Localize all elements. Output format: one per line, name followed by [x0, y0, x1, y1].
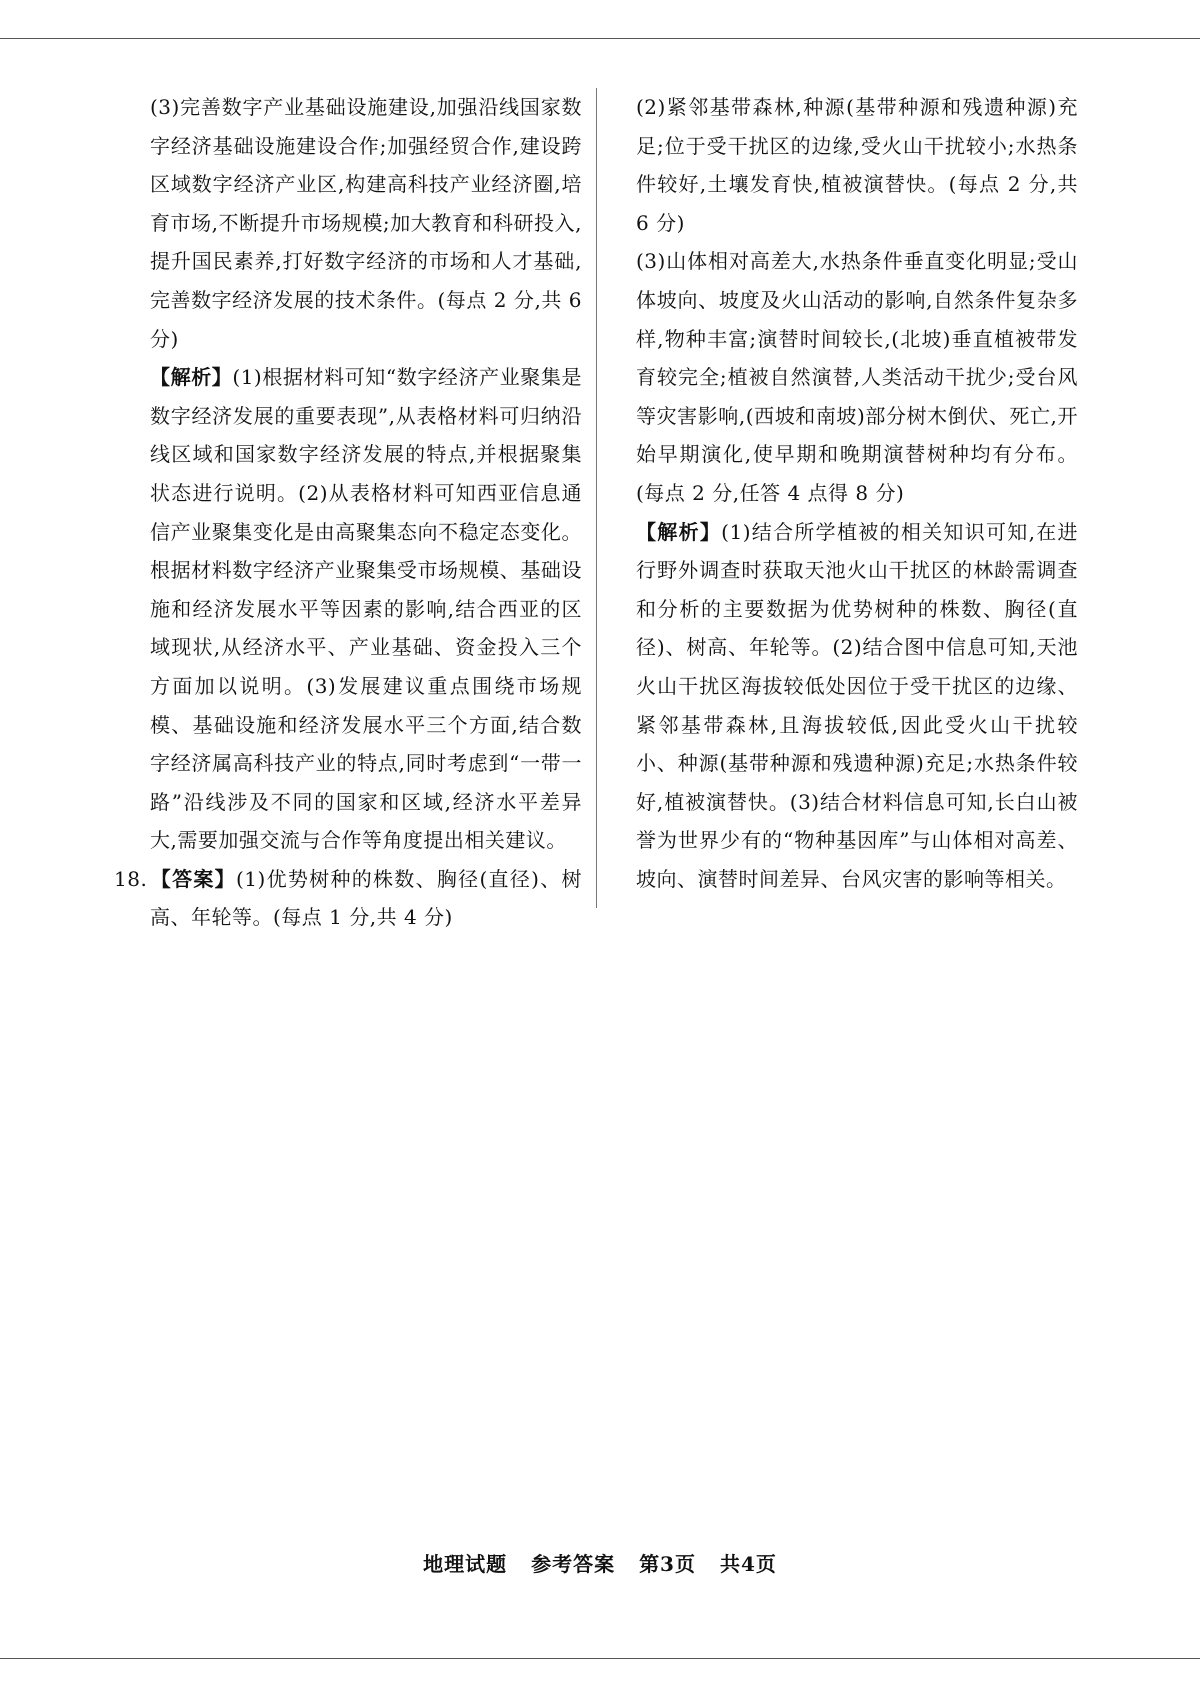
analysis-17-text: (1)根据材料可知“数字经济产业聚集是数字经济发展的重要表现”,从表格材料可归纳沿线区域和国家数字经济发展的特点,并根据聚集状态进行说明。(2)从表格材料可知西亚信息通信产业聚集变化是由高聚集态向不稳定态变化。根据材料数字经济产业聚集受市场规模、基础设施和经济发展水平等因素的影响,结合西亚的区域现状,从经济水平、产业基础、资金投入三个方面加以说明。(3)发展建议重点围绕市场规模、基础设施和经济发展水平三个方面,结合数字经济属高科技产业的特点,同时考虑到“一带一路”沿线涉及不同的国家和区域,经济水平差异大,需要加强交流与合作等角度提出相关建议。: [150, 365, 582, 853]
answer-18: [114, 860, 583, 937]
bottom-rule: [0, 1658, 1200, 1659]
footer-page: 第3页: [639, 1552, 696, 1576]
answer-18-part2: (2)紧邻基带森林,种源(基带种源和残遗种源)充足;位于受干扰区的边缘,受火山干扰较小;水热条件较好,土壤发育快,植被演替快。(每点 2 分,共 6 分): [636, 95, 1078, 235]
footer-total: 共4页: [719, 1552, 777, 1576]
footer-type: 参考答案: [531, 1552, 616, 1576]
analysis-tag: 【解析】: [150, 365, 233, 390]
page-footer: [0, 1548, 1200, 1577]
right-column: [636, 88, 1078, 898]
answer-tag: 【答案】: [150, 866, 236, 891]
left-column: [114, 88, 583, 937]
analysis-18: [636, 513, 1078, 899]
answer-18-part3: (3)山体相对高差大,水热条件垂直变化明显;受山体坡向、坡度及火山活动的影响,自然条件复杂多样,物种丰富;演替时间较长,(北坡)垂直植被带发育较完全;植被自然演替,人类活动干扰少;受台风等灾害影响,(西坡和南坡)部分树木倒伏、死亡,开始早期演化,使早期和晚期演替树种均有分布。(每点 2 分,任答 4 点得 8 分): [636, 249, 1078, 505]
analysis-17: [150, 358, 582, 860]
analysis-tag: 【解析】: [636, 519, 722, 544]
top-rule: [0, 38, 1200, 39]
column-divider: [596, 88, 597, 908]
footer-subject: 地理试题: [423, 1552, 508, 1576]
question-number: 18.: [114, 866, 148, 891]
answer-17-part3: (3)完善数字产业基础设施建设,加强沿线国家数字经济基础设施建设合作;加强经贸合作,建设跨区域数字经济产业区,构建高科技产业经济圈,培育市场,不断提升市场规模;加大教育和科研投入,提升国民素养,打好数字经济的市场和人才基础,完善数字经济发展的技术条件。(每点 2 分,共 6 分): [150, 95, 582, 351]
analysis-18-text: (1)结合所学植被的相关知识可知,在进行野外调查时获取天池火山干扰区的林龄需调查和分析的主要数据为优势树种的株数、胸径(直径)、树高、年轮等。(2)结合图中信息可知,天池火山干扰区海拔较低处因位于受干扰区的边缘、紧邻基带森林,且海拔较低,因此受火山干扰较小、种源(基带种源和残遗种源)充足;水热条件较好,植被演替快。(3)结合材料信息可知,长白山被誉为世界少有的“物种基因库”与山体相对高差、坡向、演替时间差异、台风灾害的影响等相关。: [636, 519, 1079, 891]
answer-18-part1: (1)优势树种的株数、胸径(直径)、树高、年轮等。(每点 1 分,共 4 分): [150, 866, 583, 930]
